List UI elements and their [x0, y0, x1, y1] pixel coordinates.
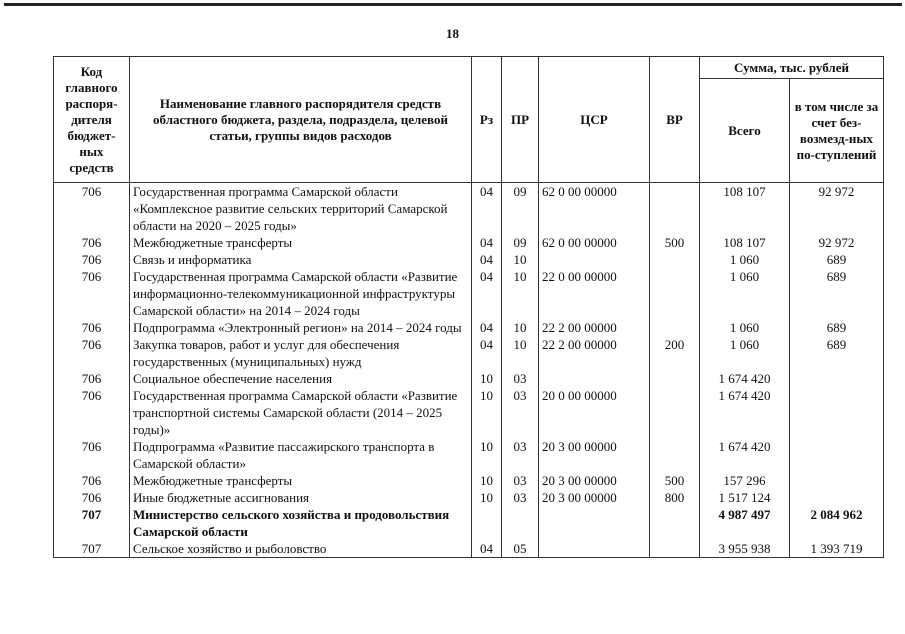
row-pr: 03	[502, 489, 539, 506]
row-rz: 04	[472, 319, 502, 336]
row-vr	[650, 268, 700, 319]
budget-table	[53, 56, 884, 558]
row-name: Связь и информатика	[130, 251, 472, 268]
table-row	[54, 319, 884, 336]
row-rz: 04	[472, 234, 502, 251]
row-vr	[650, 438, 700, 472]
row-grants: 2 084 962	[790, 506, 884, 540]
row-pr: 09	[502, 183, 539, 235]
row-total: 1 060	[700, 319, 790, 336]
row-csr: 20 3 00 00000	[539, 489, 650, 506]
row-name: Подпрограмма «Электронный регион» на 2014 – 2024 годы	[130, 319, 472, 336]
row-total: 1 060	[700, 336, 790, 370]
row-csr	[539, 251, 650, 268]
row-code: 706	[54, 251, 130, 268]
row-pr: 03	[502, 387, 539, 438]
row-csr	[539, 506, 650, 540]
row-rz	[472, 506, 502, 540]
row-code: 706	[54, 438, 130, 472]
row-grants	[790, 387, 884, 438]
header-grants: в том числе за счет без-возмезд-ных по-ступлений	[790, 79, 884, 183]
row-vr: 500	[650, 234, 700, 251]
row-vr: 800	[650, 489, 700, 506]
row-rz: 10	[472, 438, 502, 472]
row-name: Закупка товаров, работ и услуг для обеспечения государственных (муниципальных) нужд	[130, 336, 472, 370]
row-pr: 10	[502, 319, 539, 336]
header-sum: Сумма, тыс. рублей	[700, 57, 884, 79]
row-grants	[790, 438, 884, 472]
row-name: Государственная программа Самарской области «Комплексное развитие сельских территорий Самарской области на 2020 – 2025 годы»	[130, 183, 472, 235]
row-csr: 62 0 00 00000	[539, 234, 650, 251]
row-vr	[650, 370, 700, 387]
row-rz: 04	[472, 183, 502, 235]
table-row	[54, 438, 884, 472]
row-code: 706	[54, 489, 130, 506]
row-grants	[790, 472, 884, 489]
row-code: 707	[54, 540, 130, 558]
row-grants: 92 972	[790, 234, 884, 251]
row-rz: 10	[472, 472, 502, 489]
row-grants	[790, 370, 884, 387]
row-vr	[650, 540, 700, 558]
row-total: 3 955 938	[700, 540, 790, 558]
row-vr: 500	[650, 472, 700, 489]
row-name: Министерство сельского хозяйства и продовольствия Самарской области	[130, 506, 472, 540]
row-rz: 04	[472, 251, 502, 268]
row-grants: 1 393 719	[790, 540, 884, 558]
table-row	[54, 489, 884, 506]
header-name: Наименование главного распорядителя средств областного бюджета, раздела, подраздела, целевой статьи, группы видов расходов	[130, 57, 472, 183]
row-csr: 22 0 00 00000	[539, 268, 650, 319]
row-vr	[650, 183, 700, 235]
header-total: Всего	[700, 79, 790, 183]
row-total: 1 674 420	[700, 370, 790, 387]
row-vr: 200	[650, 336, 700, 370]
row-code: 706	[54, 268, 130, 319]
top-rule	[4, 3, 902, 6]
table-row	[54, 540, 884, 558]
table-row	[54, 234, 884, 251]
row-name: Межбюджетные трансферты	[130, 234, 472, 251]
row-code: 706	[54, 319, 130, 336]
row-total: 4 987 497	[700, 506, 790, 540]
row-grants: 689	[790, 319, 884, 336]
row-code: 706	[54, 370, 130, 387]
page-number: 18	[446, 26, 459, 41]
table-row	[54, 370, 884, 387]
row-pr: 03	[502, 370, 539, 387]
row-pr: 10	[502, 251, 539, 268]
row-csr	[539, 540, 650, 558]
row-pr	[502, 506, 539, 540]
row-name: Социальное обеспечение населения	[130, 370, 472, 387]
row-pr: 03	[502, 472, 539, 489]
row-code: 706	[54, 387, 130, 438]
row-total: 1 674 420	[700, 438, 790, 472]
table-row	[54, 336, 884, 370]
row-csr: 20 3 00 00000	[539, 472, 650, 489]
row-csr: 62 0 00 00000	[539, 183, 650, 235]
table-row	[54, 472, 884, 489]
row-rz: 04	[472, 336, 502, 370]
header-csr: ЦСР	[539, 57, 650, 183]
row-total: 108 107	[700, 183, 790, 235]
row-total: 1 060	[700, 268, 790, 319]
table-body	[54, 183, 884, 558]
row-total: 157 296	[700, 472, 790, 489]
row-code: 706	[54, 336, 130, 370]
row-pr: 10	[502, 268, 539, 319]
row-rz: 10	[472, 489, 502, 506]
row-rz: 10	[472, 387, 502, 438]
row-code: 706	[54, 183, 130, 235]
row-grants: 92 972	[790, 183, 884, 235]
row-csr	[539, 370, 650, 387]
row-name: Государственная программа Самарской области «Развитие транспортной системы Самарской области (2014 – 2025 годы)»	[130, 387, 472, 438]
row-pr: 10	[502, 336, 539, 370]
row-grants: 689	[790, 251, 884, 268]
row-total: 1 060	[700, 251, 790, 268]
row-pr: 09	[502, 234, 539, 251]
row-csr: 22 2 00 00000	[539, 319, 650, 336]
row-vr	[650, 319, 700, 336]
row-csr: 20 3 00 00000	[539, 438, 650, 472]
row-name: Иные бюджетные ассигнования	[130, 489, 472, 506]
row-vr	[650, 387, 700, 438]
header-pr: ПР	[502, 57, 539, 183]
row-name: Сельское хозяйство и рыболовство	[130, 540, 472, 558]
row-name: Подпрограмма «Развитие пассажирского транспорта в Самарской области»	[130, 438, 472, 472]
row-pr: 03	[502, 438, 539, 472]
row-vr	[650, 506, 700, 540]
row-csr: 20 0 00 00000	[539, 387, 650, 438]
row-rz: 04	[472, 540, 502, 558]
row-grants: 689	[790, 336, 884, 370]
row-total: 108 107	[700, 234, 790, 251]
row-grants: 689	[790, 268, 884, 319]
row-total: 1 674 420	[700, 387, 790, 438]
row-grants	[790, 489, 884, 506]
header-code: Код главного распоря-дителя бюджет-ных средств	[54, 57, 130, 183]
table-row	[54, 183, 884, 235]
table-row	[54, 387, 884, 438]
row-pr: 05	[502, 540, 539, 558]
row-code: 706	[54, 472, 130, 489]
table-row	[54, 268, 884, 319]
row-rz: 10	[472, 370, 502, 387]
row-vr	[650, 251, 700, 268]
table-row	[54, 506, 884, 540]
row-code: 707	[54, 506, 130, 540]
row-csr: 22 2 00 00000	[539, 336, 650, 370]
row-total: 1 517 124	[700, 489, 790, 506]
row-name: Межбюджетные трансферты	[130, 472, 472, 489]
header-vr: ВР	[650, 57, 700, 183]
row-code: 706	[54, 234, 130, 251]
row-name: Государственная программа Самарской области «Развитие информационно-телекоммуникационной инфраструктуры Самарской области» на 2014 – 2024 годы	[130, 268, 472, 319]
row-rz: 04	[472, 268, 502, 319]
table-row	[54, 251, 884, 268]
header-rz: Рз	[472, 57, 502, 183]
